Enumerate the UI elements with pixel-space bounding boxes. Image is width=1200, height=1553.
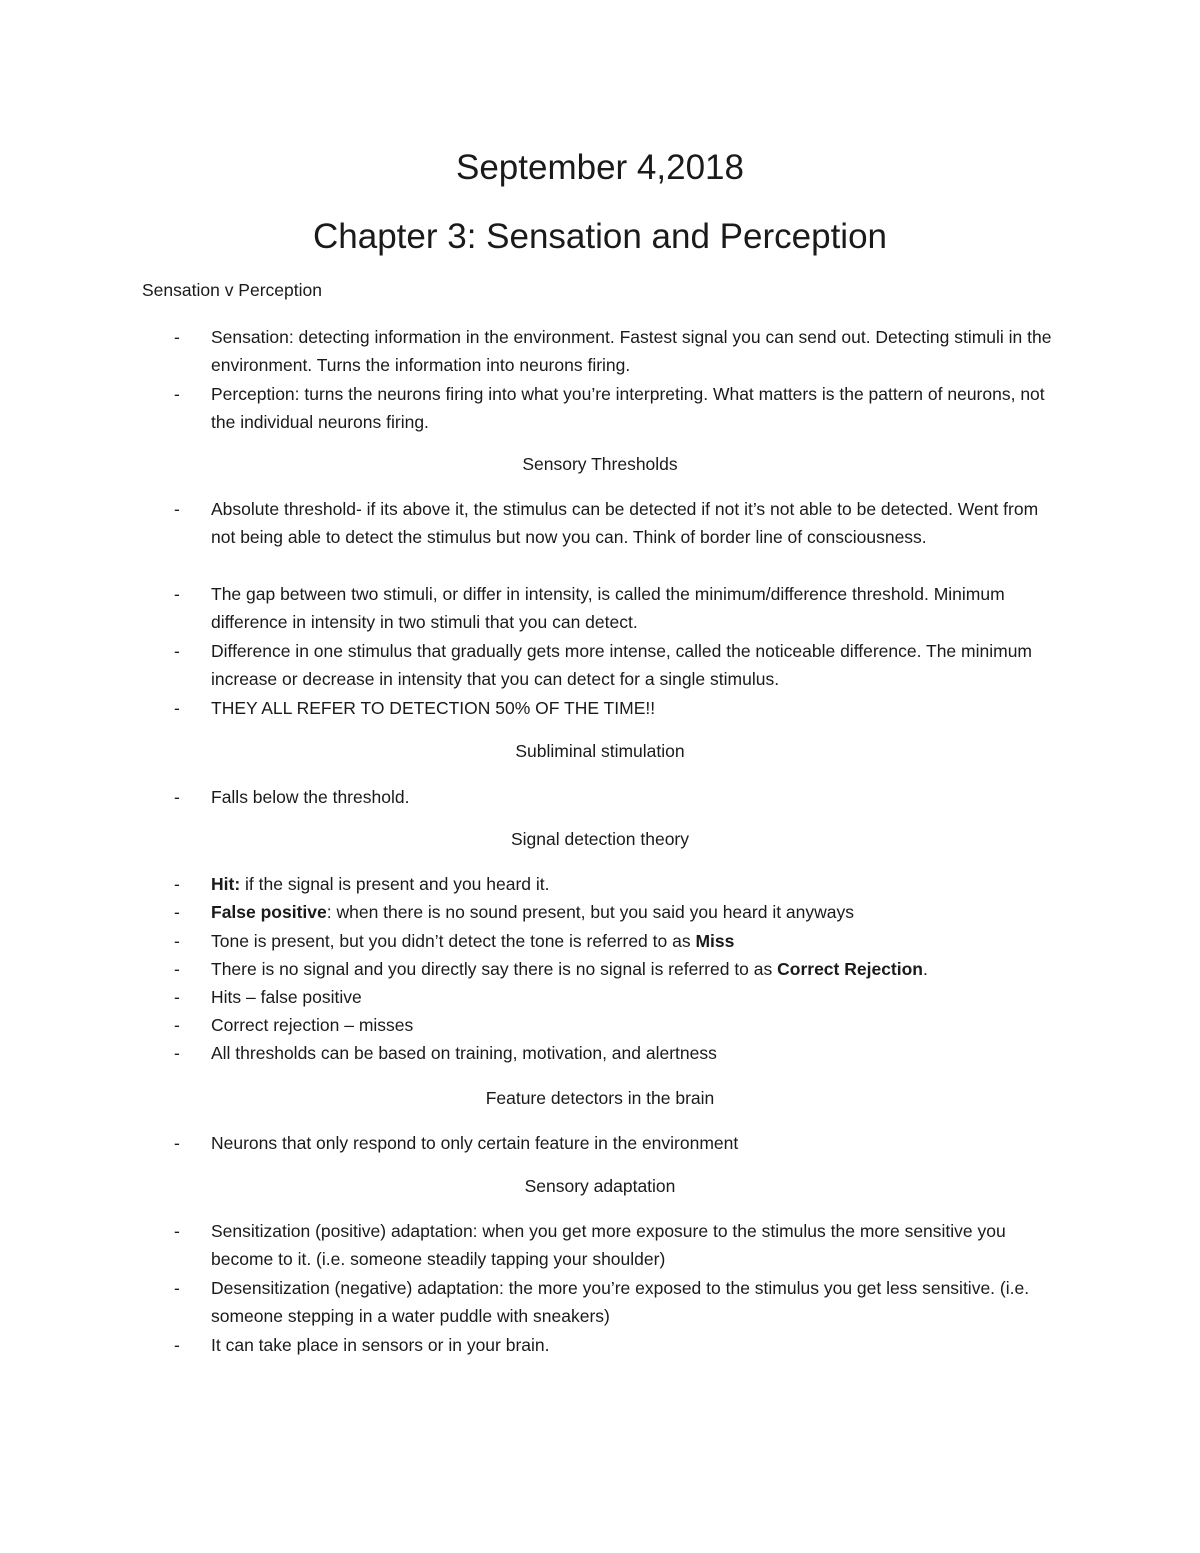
document-date: September 4,2018: [456, 148, 744, 187]
list-item-text: Falls below the threshold.: [211, 787, 410, 807]
bullet-dash: -: [174, 641, 180, 661]
bullet-dash: -: [174, 874, 180, 894]
section-heading: Subliminal stimulation: [515, 741, 685, 761]
section-heading: Sensory adaptation: [524, 1176, 676, 1196]
bullet-dash: -: [174, 384, 180, 404]
list-item-text: [211, 898, 1061, 926]
list-item-text: Difference in one stimulus that gradually gets more intense, called the noticeable difference. The minimum increase or decrease in intensity that you can detect for a single stimulus.: [211, 641, 1033, 690]
bullet-dash: -: [174, 1133, 180, 1153]
bullet-dash: -: [174, 499, 180, 519]
intro-label: Sensation v Perception: [142, 280, 322, 300]
list-item-text: Correct rejection – misses: [211, 1015, 414, 1035]
term-false-positive: False positive: [211, 902, 327, 922]
term-miss: Miss: [695, 931, 735, 951]
list-item-text: Absolute threshold- if its above it, the stimulus can be detected if not it’s not able to be detected. Went from not being able to detect the stimulus but now you can. Think of border line of consciousness.: [211, 499, 1039, 548]
bullet-dash: -: [174, 1278, 180, 1298]
bullet-dash: -: [174, 584, 180, 604]
list-item-text: All thresholds can be based on training, motivation, and alertness: [211, 1043, 717, 1063]
list-item-text: It can take place in sensors or in your brain.: [211, 1335, 550, 1355]
list-item-text: Hits – false positive: [211, 987, 362, 1007]
bullet-dash: -: [174, 1335, 180, 1355]
list-item-text: Perception: turns the neurons firing into what you’re interpreting. What matters is the pattern of neurons, not the individual neurons firing.: [211, 384, 1045, 433]
bullet-dash: -: [174, 902, 180, 922]
term-hit-definition: if the signal is present and you heard it.: [240, 874, 550, 894]
term-miss-definition: Tone is present, but you didn’t detect the tone is referred to as: [211, 931, 696, 951]
bullet-dash: -: [174, 959, 180, 979]
section-heading: Signal detection theory: [510, 829, 690, 849]
list-item-text: The gap between two stimuli, or differ in intensity, is called the minimum/difference threshold. Minimum difference in intensity in two stimuli that you can detect.: [211, 584, 1005, 633]
list-item-text: Sensitization (positive) adaptation: when you get more exposure to the stimulus the more sensitive you become to it. (i.e. someone steadily tapping your shoulder): [211, 1221, 1006, 1270]
bullet-dash: -: [174, 327, 180, 347]
bullet-dash: -: [174, 1043, 180, 1063]
bullet-dash: -: [174, 987, 180, 1007]
section-heading: Sensory Thresholds: [522, 454, 678, 474]
list-item-text: Sensation: detecting information in the environment. Fastest signal you can send out. Detecting stimuli in the environment. Turns the information into neurons firing.: [211, 327, 1052, 376]
bullet-dash: -: [174, 698, 180, 718]
list-item-text: Neurons that only respond to only certain feature in the environment: [211, 1133, 739, 1153]
bullet-dash: -: [174, 787, 180, 807]
bullet-dash: -: [174, 931, 180, 951]
term-false-positive-definition: : when there is no sound present, but you said you heard it anyways: [326, 902, 855, 922]
bullet-dash: -: [174, 1221, 180, 1241]
bullet-dash: -: [174, 1015, 180, 1035]
term-hit: Hit:: [211, 874, 241, 894]
list-item-text: [211, 870, 1061, 898]
section-heading: Feature detectors in the brain: [485, 1088, 715, 1108]
list-item-text: [211, 927, 1061, 955]
term-correct-rejection: Correct Rejection: [777, 959, 923, 979]
sentence-end: .: [923, 959, 928, 979]
list-item-text: Desensitization (negative) adaptation: the more you’re exposed to the stimulus you get less sensitive. (i.e. someone stepping in a water puddle with sneakers): [211, 1278, 1030, 1327]
term-correct-rejection-definition: There is no signal and you directly say there is no signal is referred to as: [211, 959, 778, 979]
list-item-text: THEY ALL REFER TO DETECTION 50% OF THE TIME!!: [211, 698, 656, 718]
list-item-text: [211, 955, 1061, 983]
chapter-title: Chapter 3: Sensation and Perception: [313, 217, 887, 256]
